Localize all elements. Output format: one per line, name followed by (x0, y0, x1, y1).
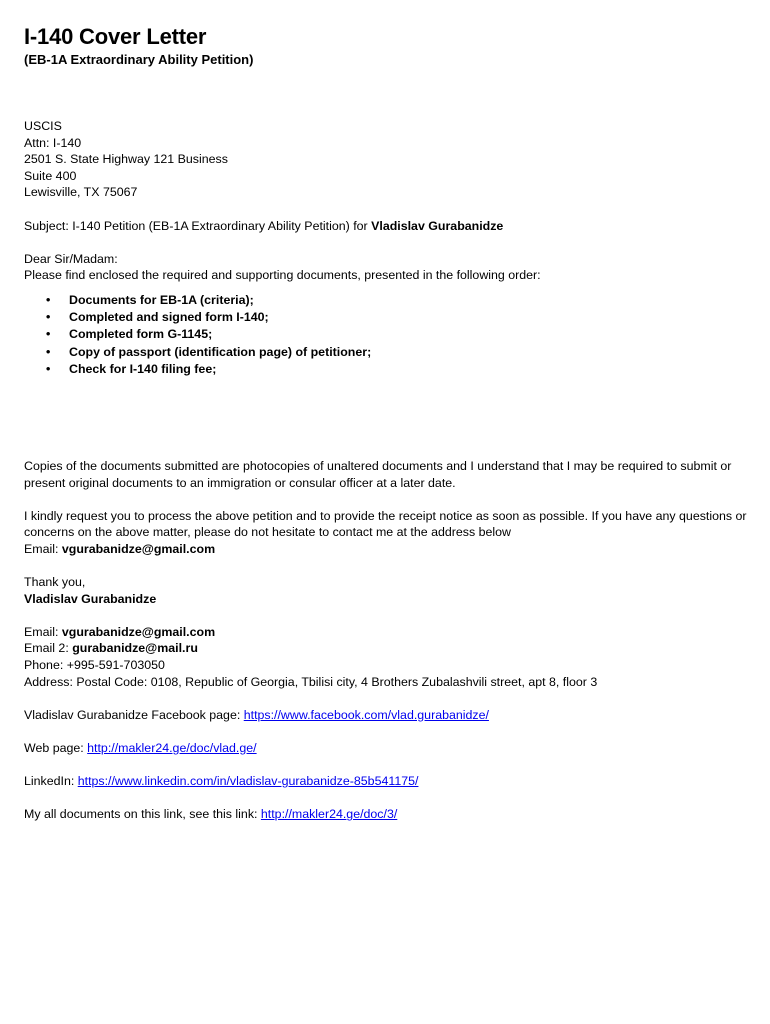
list-item (46, 361, 754, 378)
contact-phone: Phone: +995-591-703050 (24, 658, 165, 673)
linkedin-label: LinkedIn: (24, 774, 78, 789)
web-page-line (24, 740, 754, 757)
facebook-label: Vladislav Gurabanidze Facebook page: (24, 707, 244, 722)
list-item (46, 344, 754, 361)
list-item-text: Check for I-140 filing fee; (69, 361, 217, 376)
web-page-link[interactable]: http://makler24.ge/doc/vlad.ge/ (87, 741, 257, 756)
bullet-icon: • (46, 327, 51, 342)
intro-text: Please find enclosed the required and supporting documents, presented in the following order: (24, 268, 541, 283)
list-item-text: Completed form G-1145; (69, 327, 213, 342)
bullet-icon: • (46, 344, 51, 359)
bullet-icon: • (46, 361, 51, 376)
list-item-text: Documents for EB-1A (criteria); (69, 292, 254, 307)
web-page-label: Web page: (24, 741, 88, 756)
page-subtitle: (EB-1A Extraordinary Ability Petition) (24, 52, 254, 67)
contact-email2-line (24, 640, 754, 657)
bullet-icon: • (46, 310, 51, 325)
documents-list (24, 292, 754, 378)
page-title: I-140 Cover Letter (24, 24, 207, 49)
cover-letter (24, 24, 754, 823)
contact-address: Address: Postal Code: 0108, Republic of Georgia, Tbilisi city, 4 Brothers Zubalashvili street, apt 8, floor 3 (24, 674, 598, 689)
subject-line (24, 218, 754, 235)
linkedin-line (24, 773, 754, 790)
email2-value: gurabanidze@mail.ru (72, 641, 198, 656)
list-item-text: Completed and signed form I-140; (69, 310, 269, 325)
subject-name: Vladislav Gurabanidze (371, 218, 504, 233)
list-item (46, 292, 754, 309)
documents-link[interactable]: http://makler24.ge/doc/3/ (260, 807, 398, 822)
request-email-line (24, 541, 754, 558)
list-item-text: Copy of passport (identification page) of petitioner; (69, 344, 372, 359)
closing: Thank you, (24, 575, 86, 590)
address-line: Attn: I-140 (24, 135, 82, 150)
greeting: Dear Sir/Madam: (24, 251, 118, 266)
contact-email-line (24, 624, 754, 641)
address-line: 2501 S. State Highway 121 Business (24, 152, 228, 167)
facebook-link[interactable]: https://www.facebook.com/vlad.gurabanidze/ (243, 707, 489, 722)
address-line: Suite 400 (24, 168, 77, 183)
address-line: USCIS (24, 119, 62, 133)
address-line: Lewisville, TX 75067 (24, 185, 138, 200)
bullet-icon: • (46, 292, 51, 307)
list-item (46, 309, 754, 326)
documents-link-label: My all documents on this link, see this link: (24, 807, 261, 822)
documents-link-line (24, 806, 754, 823)
linkedin-link[interactable]: https://www.linkedin.com/in/vladislav-gurabanidze-85b541175/ (77, 774, 419, 789)
contact-block (24, 624, 754, 690)
email-label: Email: (24, 624, 62, 639)
list-item (46, 326, 754, 343)
request-paragraph: I kindly request you to process the above petition and to provide the receipt notice as soon as possible. If you have any questions or concerns on the above matter, please do not hesitate to contact me at the address below (24, 508, 747, 540)
copies-paragraph: Copies of the documents submitted are photocopies of unaltered documents and I understand that I may be required to submit or present original documents to an immigration or consular officer at a later date. (24, 458, 732, 490)
email-value: vgurabanidze@gmail.com (61, 541, 216, 556)
facebook-line (24, 707, 754, 724)
email-label: Email: (24, 541, 62, 556)
subject-prefix: Subject: I-140 Petition (EB-1A Extraordinary Ability Petition) for (24, 218, 372, 233)
recipient-address (24, 118, 754, 201)
email-value: vgurabanidze@gmail.com (61, 624, 216, 639)
signature-name: Vladislav Gurabanidze (24, 591, 157, 606)
email2-label: Email 2: (24, 641, 73, 656)
